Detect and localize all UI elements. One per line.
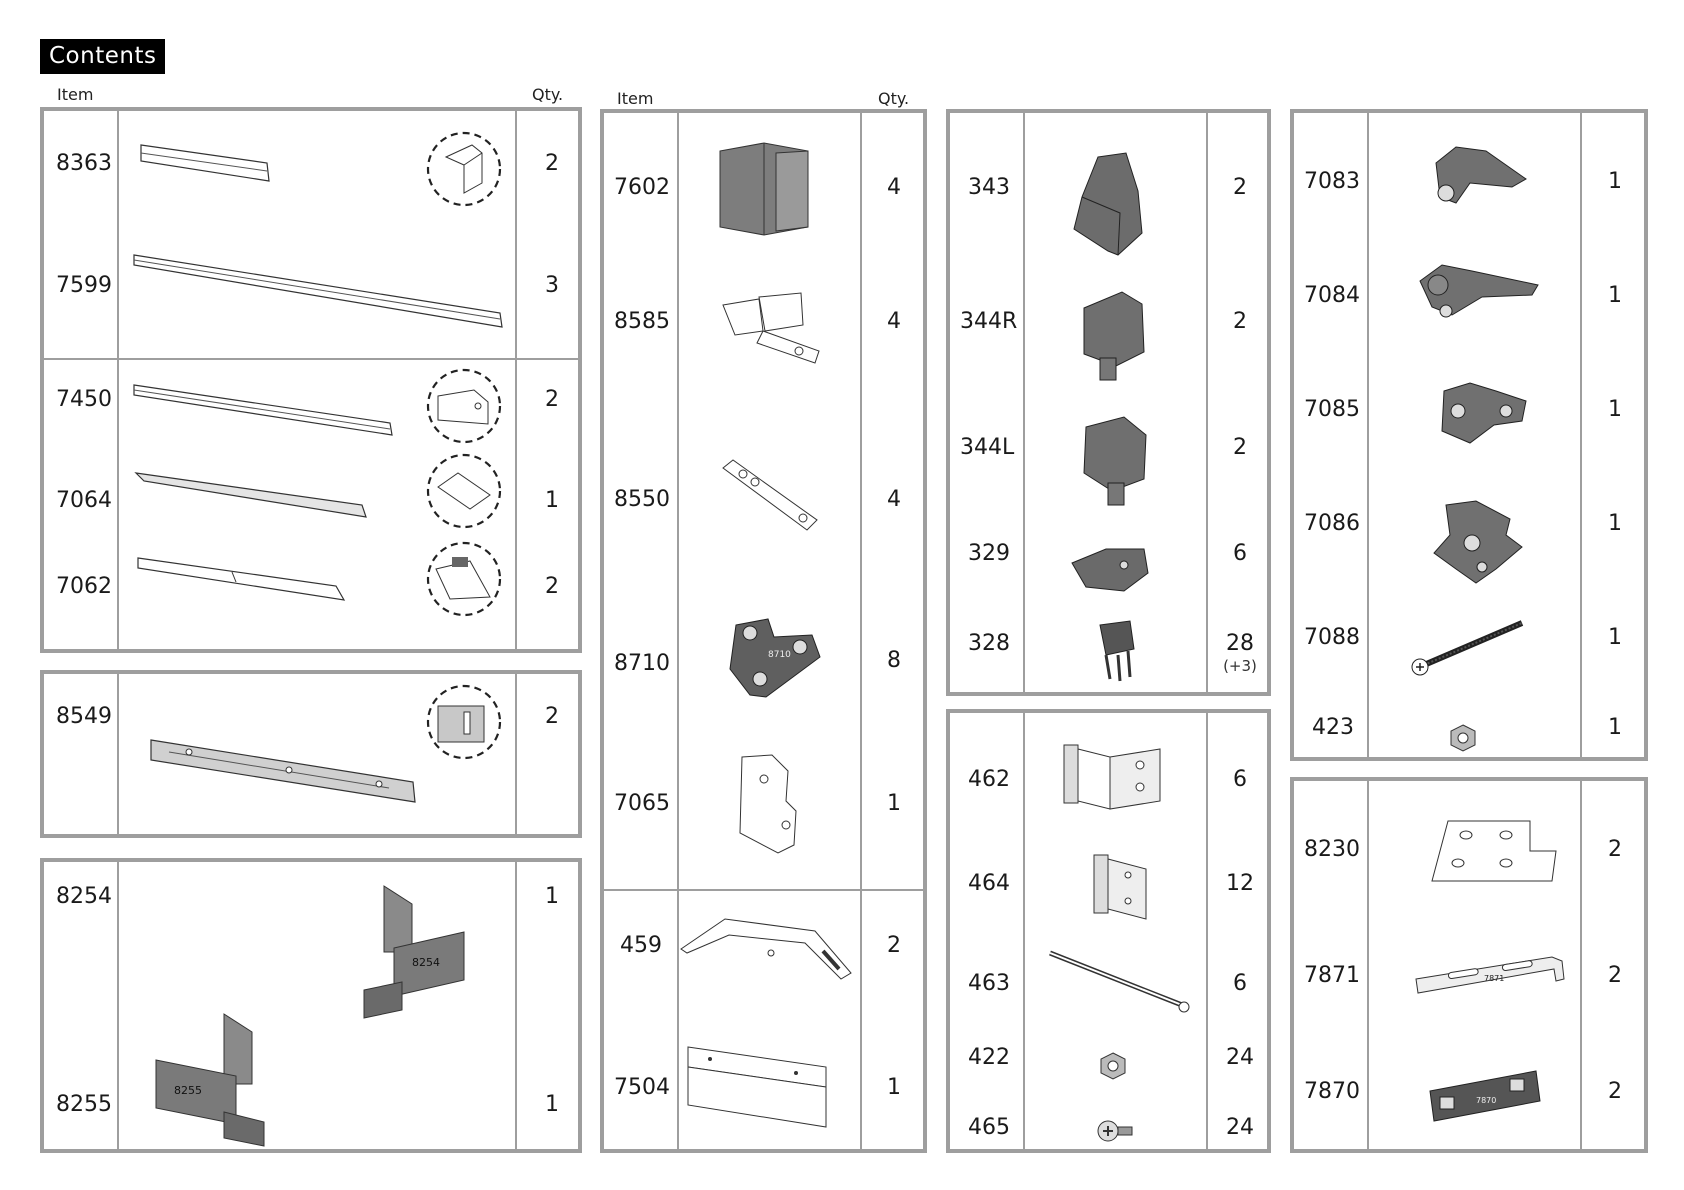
item-qty: 1 [1608, 625, 1622, 650]
panel-fittings [600, 109, 927, 1153]
plate-8230-image [1430, 819, 1560, 889]
detail-callout-image [424, 539, 504, 619]
bracket-8255-image [154, 1012, 274, 1152]
item-number: 7062 [56, 574, 112, 599]
hinge-464-image [1090, 853, 1160, 923]
item-qty: 2 [545, 387, 559, 412]
item-number: 423 [1312, 715, 1354, 740]
bracket-8255-label: 8255 [174, 1084, 202, 1097]
item-qty: 6 [1233, 541, 1247, 566]
item-number: 7088 [1304, 625, 1360, 650]
item-qty: 6 [1233, 971, 1247, 996]
angled-strap-image [679, 913, 859, 993]
contents-title: Contents [40, 39, 165, 74]
item-qty: 6 [1233, 767, 1247, 792]
end-cap-344r-image [1072, 288, 1162, 388]
item-number: 7083 [1304, 169, 1360, 194]
angle-bracket-image [719, 291, 829, 371]
item-number: 343 [968, 175, 1010, 200]
qty-header: Qty. [532, 85, 564, 104]
item-qty: 1 [545, 488, 559, 513]
screw-465-image [1096, 1117, 1136, 1147]
item-qty: 1 [1608, 283, 1622, 308]
plate-7870-image [1426, 1067, 1546, 1127]
item-qty: 1 [1608, 511, 1622, 536]
item-number: 459 [620, 933, 662, 958]
bolt-7088-image [1406, 619, 1526, 679]
item-qty: 28 [1226, 631, 1254, 656]
item-number: 422 [968, 1045, 1010, 1070]
rail-7064-image [134, 471, 374, 521]
latch-7084-image [1412, 261, 1542, 331]
item-number: 7064 [56, 488, 112, 513]
panel-brackets [40, 858, 582, 1153]
item-qty: 2 [545, 704, 559, 729]
item-number: 465 [968, 1115, 1010, 1140]
nut-422-image [1098, 1051, 1128, 1081]
corner-piece-image [716, 141, 816, 241]
item-qty: 2 [1233, 435, 1247, 460]
rail-short-image [139, 141, 279, 186]
item-qty: 1 [1608, 397, 1622, 422]
item-qty: 2 [545, 574, 559, 599]
item-number: 344R [960, 309, 1018, 334]
latch-7086-image [1426, 499, 1526, 589]
item-number: 7871 [1304, 963, 1360, 988]
plate-7870-label: 7870 [1476, 1096, 1497, 1105]
item-number: 7504 [614, 1075, 670, 1100]
item-qty: 2 [545, 151, 559, 176]
item-qty: 12 [1226, 871, 1254, 896]
clip-328-image [1090, 619, 1150, 689]
end-cap-344l-image [1072, 413, 1162, 513]
item-qty: 4 [887, 487, 901, 512]
item-number: 344L [960, 435, 1015, 460]
item-qty: 1 [545, 1092, 559, 1117]
mount-plate-label: 8710 [768, 650, 791, 660]
item-qty: 1 [1608, 169, 1622, 194]
panel-locks [1290, 109, 1648, 761]
mount-plate-image [716, 617, 826, 707]
item-number: 7065 [614, 791, 670, 816]
detail-callout-image [424, 366, 504, 446]
item-qty: 1 [1608, 715, 1622, 740]
panel-rails [40, 107, 582, 653]
item-number: 7086 [1304, 511, 1360, 536]
item-header-2: Item [617, 89, 654, 108]
qty-header-2: Qty. [878, 89, 910, 108]
strap-7871-label: 7871 [1484, 974, 1505, 983]
item-number: 7085 [1304, 397, 1360, 422]
panel-8549 [40, 670, 582, 838]
rail-7450-image [132, 381, 402, 441]
item-number: 462 [968, 767, 1010, 792]
item-number: 8585 [614, 309, 670, 334]
item-number: 7450 [56, 387, 112, 412]
item-number: 464 [968, 871, 1010, 896]
item-number: 328 [968, 631, 1010, 656]
item-qty: 1 [545, 884, 559, 909]
bracket-8254-label: 8254 [412, 956, 440, 969]
panel-plates [1290, 777, 1648, 1153]
panel-hinges [946, 709, 1271, 1153]
item-number: 7084 [1304, 283, 1360, 308]
panel-end-caps [946, 109, 1271, 696]
item-qty: 4 [887, 175, 901, 200]
strap-7871-image [1412, 951, 1572, 1011]
item-number: 8550 [614, 487, 670, 512]
channel-strip-image [686, 1045, 836, 1135]
item-qty: 24 [1226, 1115, 1254, 1140]
item-qty-extra: (+3) [1223, 657, 1257, 675]
item-qty: 2 [1608, 963, 1622, 988]
item-number: 8255 [56, 1092, 112, 1117]
item-qty: 4 [887, 309, 901, 334]
item-qty: 1 [887, 791, 901, 816]
nut-423-image [1448, 723, 1478, 753]
item-qty: 2 [1608, 1079, 1622, 1104]
rail-7062-image [136, 556, 356, 606]
item-qty: 8 [887, 648, 901, 673]
mounting-bar-image [149, 736, 429, 816]
detail-callout-image [424, 129, 504, 209]
item-number: 7870 [1304, 1079, 1360, 1104]
latch-7085-image [1430, 381, 1530, 451]
item-number: 7602 [614, 175, 670, 200]
end-cap-343-image [1068, 151, 1158, 271]
flat-plate-image [719, 458, 829, 548]
item-number: 463 [968, 971, 1010, 996]
item-qty: 2 [1608, 837, 1622, 862]
hinge-462-image [1060, 743, 1170, 813]
detail-callout-image [424, 682, 504, 762]
item-header: Item [57, 85, 94, 104]
item-qty: 2 [887, 933, 901, 958]
shaped-plate-image [732, 753, 822, 863]
bracket-8254-image [364, 884, 474, 1024]
item-qty: 2 [1233, 175, 1247, 200]
hinge-pin-image [1046, 949, 1196, 1019]
item-number: 8549 [56, 704, 112, 729]
item-number: 8710 [614, 651, 670, 676]
item-number: 8230 [1304, 837, 1360, 862]
item-number: 8363 [56, 151, 112, 176]
latch-7083-image [1426, 143, 1536, 213]
item-number: 329 [968, 541, 1010, 566]
item-number: 8254 [56, 884, 112, 909]
clip-329-image [1070, 543, 1160, 603]
item-number: 7599 [56, 273, 112, 298]
detail-callout-image [424, 451, 504, 531]
rail-long-image [132, 251, 512, 331]
item-qty: 1 [887, 1075, 901, 1100]
item-qty: 3 [545, 273, 559, 298]
item-qty: 24 [1226, 1045, 1254, 1070]
item-qty: 2 [1233, 309, 1247, 334]
